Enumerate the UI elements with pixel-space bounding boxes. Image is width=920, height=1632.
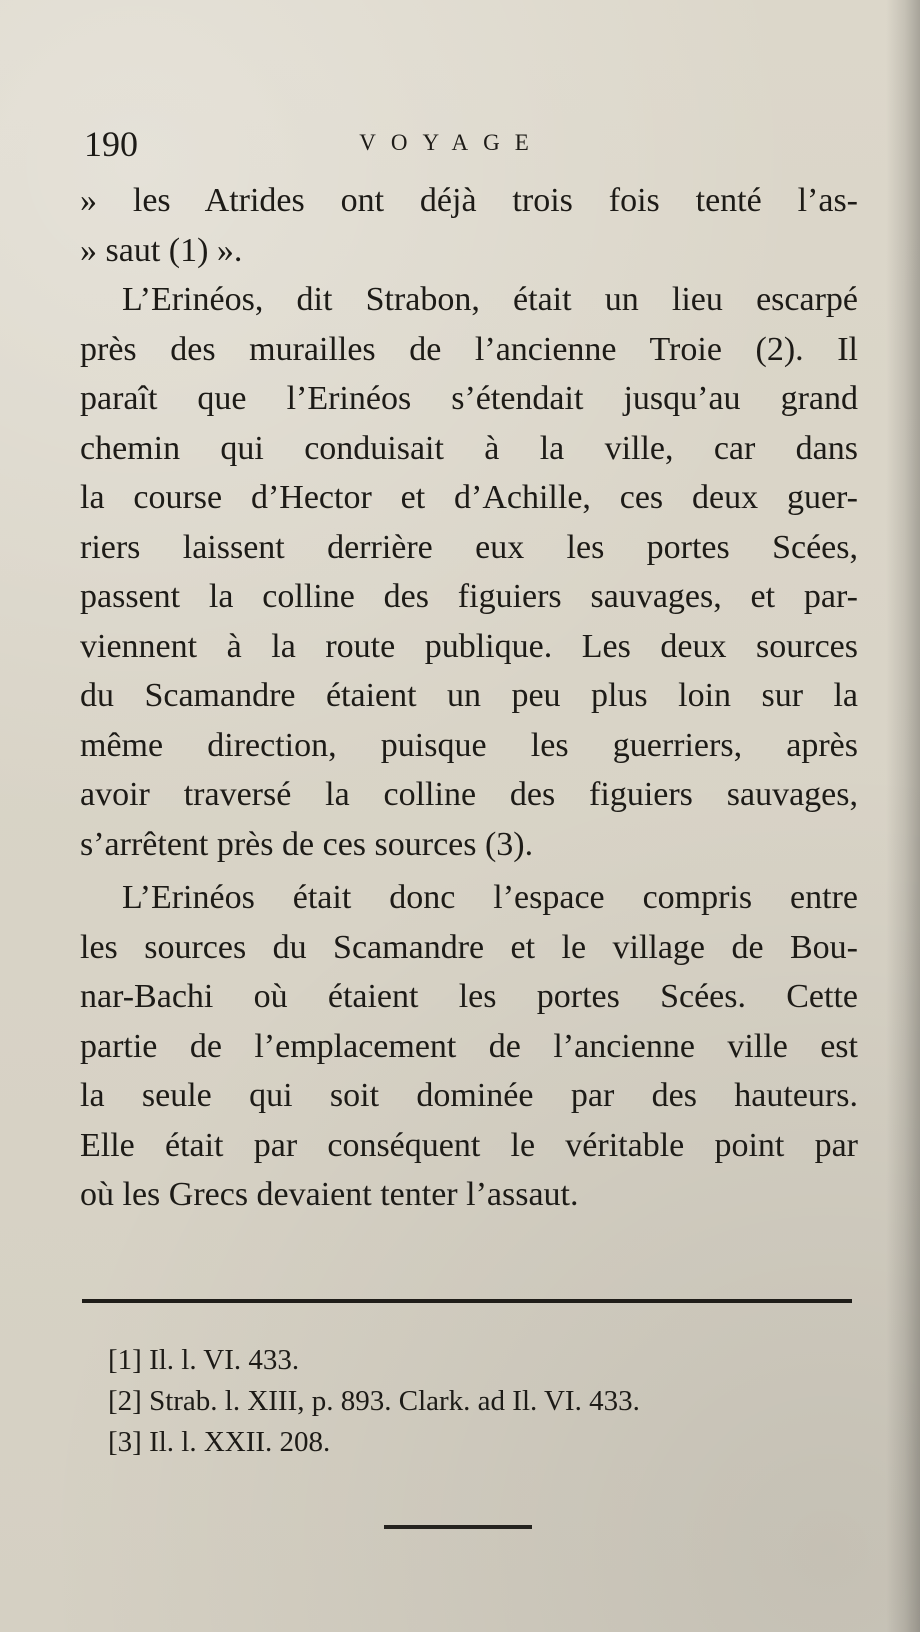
text-line: paraît que l’Erinéos s’étendait jusqu’au grand	[80, 380, 858, 417]
text-line: » saut (1) ».	[80, 231, 243, 269]
page-header	[84, 122, 804, 174]
text-line: s’arrêtent près de ces sources (3).	[80, 825, 534, 863]
footnotes	[108, 1340, 808, 1463]
page-number: 190	[84, 124, 138, 164]
text-line: Elle était par conséquent le véritable point par	[80, 1126, 858, 1164]
text-line: la course d’Hector et d’Achille, ces deux guer-	[80, 479, 858, 516]
text-line: passent la colline des figuiers sauvages, et par-	[80, 578, 858, 615]
text-line: » les Atrides ont déjà trois fois tenté l’as-	[80, 182, 858, 219]
footnote-3: [3] Il. l. XXII. 208.	[108, 1426, 331, 1458]
paragraph-start-line: L’Erinéos était donc l’espace compris entre	[122, 879, 858, 916]
text-line: partie de l’emplacement de l’ancienne ville est	[80, 1027, 858, 1065]
running-title: VOYAGE	[359, 130, 544, 155]
paragraph-start-line: L’Erinéos, dit Strabon, était un lieu escarpé	[122, 281, 858, 318]
footnote-2: [2] Strab. l. XIII, p. 893. Clark. ad Il. VI. 433.	[108, 1385, 640, 1417]
text-line: près des murailles de l’ancienne Troie (2). Il	[80, 330, 858, 368]
footnote-divider	[82, 1299, 852, 1303]
main-text	[80, 176, 858, 1220]
end-rule	[384, 1525, 532, 1529]
text-line: où les Grecs devaient tenter l’assaut.	[80, 1176, 579, 1213]
text-line: chemin qui conduisait à la ville, car dans	[80, 429, 858, 467]
text-line: la seule qui soit dominée par des hauteurs.	[80, 1077, 858, 1114]
footnote-1: [1] Il. l. VI. 433.	[108, 1344, 300, 1376]
text-line: viennent à la route publique. Les deux sources	[80, 627, 858, 665]
text-line: avoir traversé la colline des figuiers sauvages,	[80, 776, 858, 813]
text-line: nar-Bachi où étaient les portes Scées. Cette	[80, 978, 858, 1015]
text-line: même direction, puisque les guerriers, après	[80, 726, 858, 764]
text-line: les sources du Scamandre et le village de Bou-	[80, 928, 858, 966]
text-line: riers laissent derrière eux les portes Scées,	[80, 528, 858, 566]
page-edge-shadow	[886, 0, 920, 1632]
text-line: du Scamandre étaient un peu plus loin sur la	[80, 677, 858, 714]
